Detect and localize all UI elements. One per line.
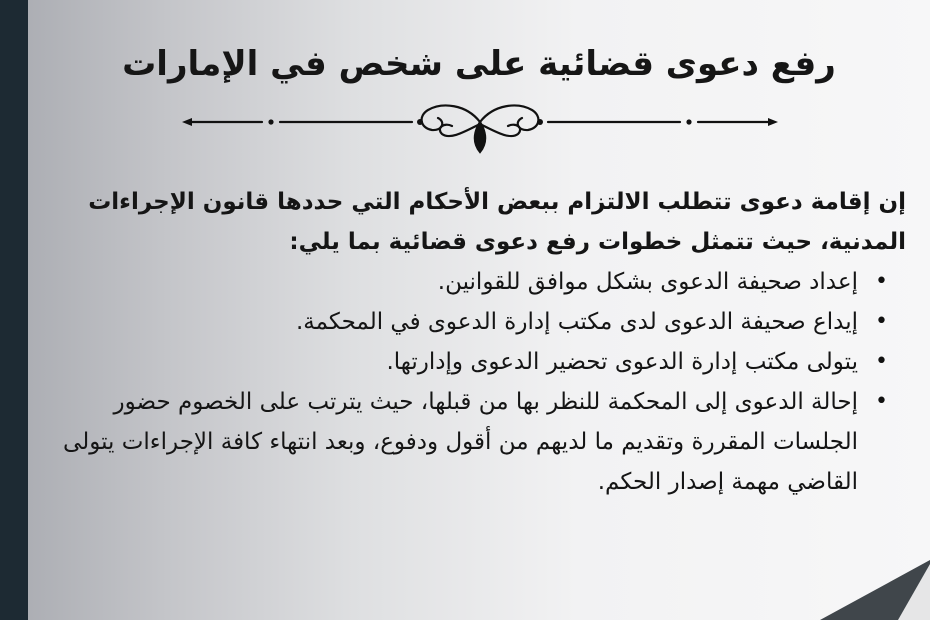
bullet-icon: • [875,309,888,334]
article-body [60,182,906,502]
step-text: يتولى مكتب إدارة الدعوى تحضير الدعوى وإدارتها. [386,349,858,375]
bullet-icon: • [875,349,888,374]
bullet-icon: • [875,389,888,414]
ornamental-divider-icon [180,98,780,154]
list-item [60,302,888,342]
intro-paragraph: إن إقامة دعوى تتطلب الالتزام ببعض الأحكام التي حددها قانون الإجراءات المدنية، حيث تتمثل خطوات رفع دعوى قضائية بما يلي: [88,189,906,255]
list-item [60,342,888,382]
left-accent-bar [0,0,28,620]
step-text: إحالة الدعوى إلى المحكمة للنظر بها من قبلها، حيث يترتب على الخصوم حضور الجلسات المقررة وتقديم ما لديهم من أقول ودفوع، وبعد انتهاء كافة الإجراءات يتولى القاضي مهمة إصدار الحكم. [63,389,858,495]
list-item [60,262,888,302]
bullet-icon: • [875,269,888,294]
steps-list [60,262,906,502]
list-item [60,382,888,502]
step-text: إعداد صحيفة الدعوى بشكل موافق للقوانين. [437,269,858,295]
step-text: إيداع صحيفة الدعوى لدى مكتب إدارة الدعوى في المحكمة. [295,309,858,335]
page-title: رفع دعوى قضائية على شخص في الإمارات [122,44,836,84]
